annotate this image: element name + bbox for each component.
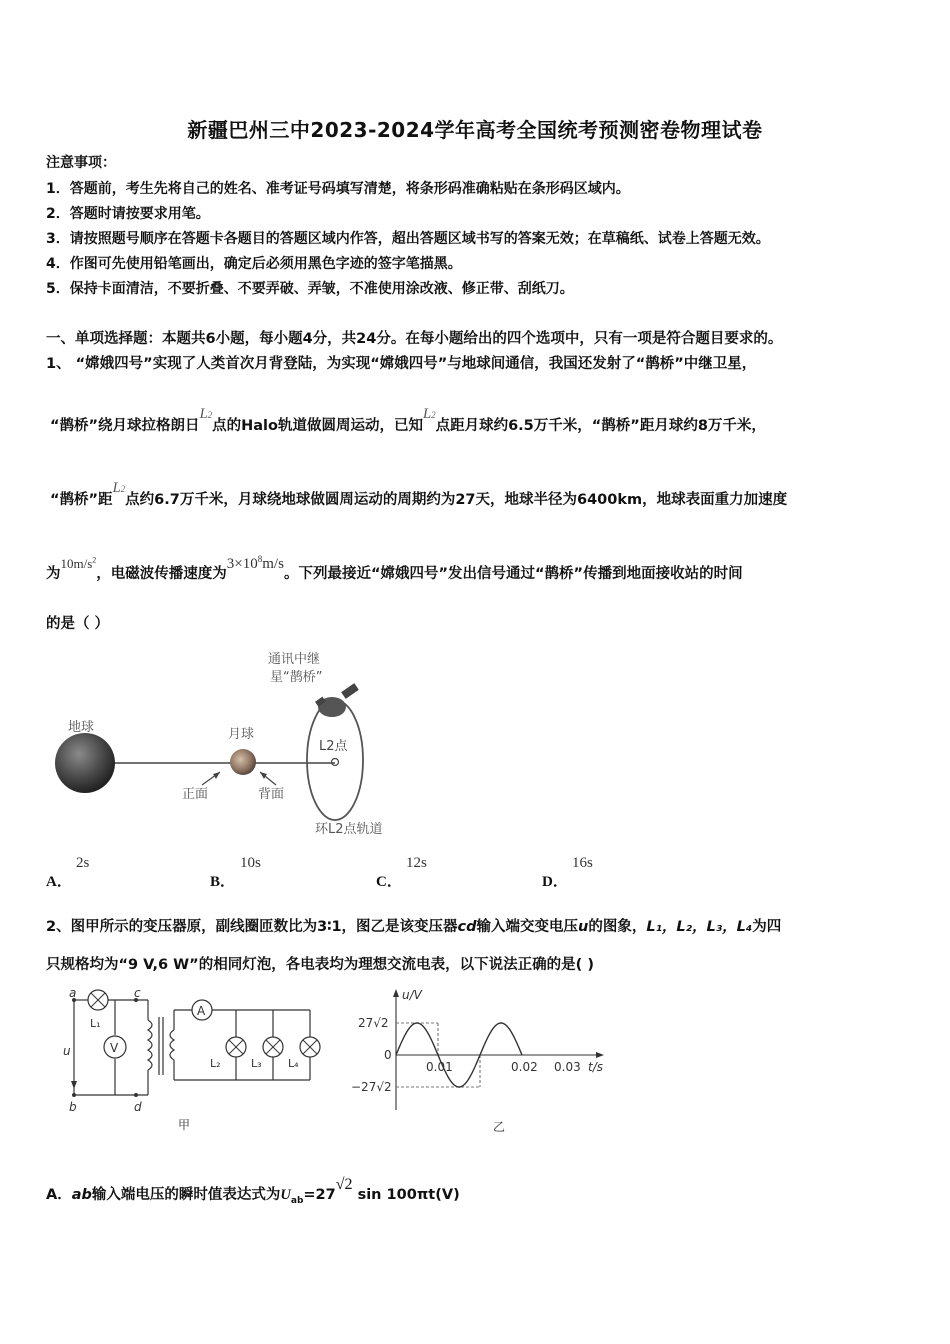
earth-moon-diagram <box>50 645 410 840</box>
l2-point <box>332 759 339 766</box>
option-a-value[interactable]: 2s <box>76 855 90 871</box>
terminal-d: d <box>134 1100 142 1114</box>
q1-line2-text: “鹊桥”绕月球拉格朗日 <box>50 418 200 434</box>
x-axis-label: t/s <box>588 1060 603 1074</box>
origin-label: 0 <box>384 1048 392 1062</box>
voltmeter-icon <box>104 1036 126 1058</box>
lamp-l1-icon <box>88 990 108 1010</box>
gravity-value: $10m/s^2$ <box>60 555 97 571</box>
notice-heading: 注意事项： <box>46 155 116 171</box>
orbit-label: 环L2点轨道 <box>315 822 383 837</box>
section-heading: 一、单项选择题：本题共6小题，每小题4分，共24分。在每小题给出的四个选项中，只有一项是符合题目要求的。 <box>46 331 783 347</box>
voltage-u-label: u <box>63 1044 71 1058</box>
q1-line2 <box>50 406 766 435</box>
terminal-b: b <box>69 1100 77 1114</box>
transformer-circuit <box>60 985 350 1135</box>
notice-item: 1．答题前，考生先将自己的姓名、准考证号码填写清楚，将条形码准确粘贴在条形码区域内。 <box>46 181 630 197</box>
l2-symbol: L2 <box>423 406 436 422</box>
x-tick-1: 0.01 <box>426 1060 453 1074</box>
l2-label: L2点 <box>319 739 348 754</box>
notice-item: 3．请按照题号顺序在答题卡各题目的答题区域内作答，超出答题区域书写的答案无效；在草稿纸、试卷上答题无效。 <box>46 231 770 247</box>
circuit-caption: 甲 <box>178 1118 191 1132</box>
q1-line3 <box>50 480 788 509</box>
q1-line3-text: 点约6.7万千米，月球绕地球做圆周运动的周期约为27天，地球半径为6400km，地球表面重力加速度 <box>125 492 788 508</box>
moon-icon <box>230 749 256 775</box>
terminal-c: c <box>134 986 141 1000</box>
q2-line2: 只规格均为“9 V,6 W”的相同灯泡，各电表均为理想交流电表，以下说法正确的是( ) <box>46 957 594 973</box>
l2-symbol: L2 <box>112 480 126 496</box>
front-label: 正面 <box>182 787 209 802</box>
earth-label: 地球 <box>68 720 95 735</box>
l2-symbol: L2 <box>199 406 213 422</box>
q1-line5: 的是（ ） <box>46 616 110 632</box>
back-label: 背面 <box>258 787 285 802</box>
q2-option-a[interactable]: A．ab输入端电压的瞬时值表达式为$U_{ab}=27√2$ sin 100πt(V) <box>46 1176 460 1206</box>
option-a-label[interactable]: A． <box>46 874 72 890</box>
svg-text:A: A <box>197 1004 206 1018</box>
option-d-value[interactable]: 16s <box>572 855 593 871</box>
lamp-l4-icon <box>300 1037 320 1057</box>
graph-caption: 乙 <box>493 1120 506 1134</box>
q1-line2-text: 点的Halo轨道做圆周运动，已知 <box>212 418 423 434</box>
q1-line4: 为$10m/s^2$，电磁波传播速度为$3\times 10^8m/s$。下列最接近“嫦娥四号”发出信号通过“鹊桥”传播到地面接收站的时间 <box>46 554 743 582</box>
lamp-l2-label: L₂ <box>210 1057 221 1070</box>
notice-item: 4．作图可先使用铅笔画出，确定后必须用黑色字迹的签字笔描黑。 <box>46 256 462 272</box>
q1-line1: 1、 “嫦娥四号”实现了人类首次月背登陆，为实现“嫦娥四号”与地球间通信，我国还发射了“鹊桥”中继卫星， <box>46 356 757 372</box>
page-title: 新疆巴州三中2023-2024学年高考全国统考预测密卷物理试卷 <box>187 118 763 142</box>
y-max-label: 27√2 <box>358 1016 389 1030</box>
terminal-a: a <box>69 986 77 1000</box>
x-tick-3: 0.03 <box>554 1060 581 1074</box>
option-b-value[interactable]: 10s <box>240 855 261 871</box>
relay-label-1: 通讯中继 <box>268 652 321 667</box>
halo-orbit <box>307 700 363 820</box>
option-d-label[interactable]: D． <box>542 874 568 890</box>
ammeter-icon <box>192 1000 212 1020</box>
q1-line2-text: 点距月球约6.5万千米，“鹊桥”距月球约8万千米， <box>435 418 766 434</box>
earth-icon <box>55 733 115 793</box>
lamp-l3-label: L₃ <box>251 1057 262 1070</box>
q2-line1: 2、图甲所示的变压器原，副线圈匝数比为3∶1，图乙是该变压器cd输入端交变电压u的图象，L₁，L₂，L₃，L₄为四 <box>46 919 782 935</box>
lamp-l3-icon <box>263 1037 283 1057</box>
notice-item: 2．答题时请按要求用笔。 <box>46 206 210 222</box>
svg-text:V: V <box>110 1041 119 1055</box>
lamp-l2-icon <box>226 1037 246 1057</box>
notice-item: 5．保持卡面清洁，不要折叠、不要弄破、弄皱，不准使用涂改液、修正带、刮纸刀。 <box>46 281 574 297</box>
lamp-l1-label: L₁ <box>90 1017 101 1030</box>
lamp-l4-label: L₄ <box>288 1057 299 1070</box>
y-min-label: −27√2 <box>351 1080 392 1094</box>
q1-line3-text: “鹊桥”距 <box>50 492 113 508</box>
y-axis-label: u/V <box>402 988 422 1002</box>
relay-label-2: 星“鹊桥” <box>270 670 323 685</box>
x-tick-2: 0.02 <box>511 1060 538 1074</box>
voltage-graph <box>350 985 620 1140</box>
option-b-label[interactable]: B． <box>210 874 236 890</box>
moon-label: 月球 <box>228 727 255 742</box>
option-c-value[interactable]: 12s <box>406 855 427 871</box>
option-c-label[interactable]: C． <box>376 874 402 890</box>
light-speed-value: $3\times 10^8m/s$ <box>226 554 284 572</box>
